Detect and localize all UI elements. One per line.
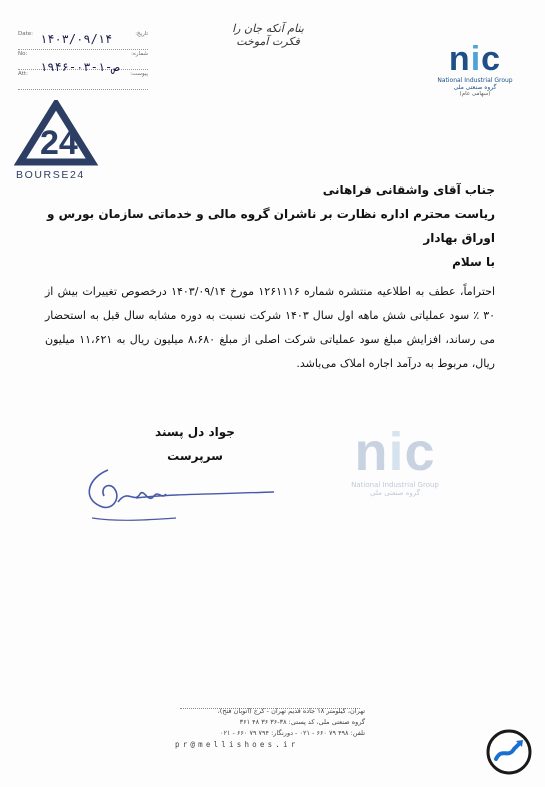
handwritten-signature-icon [78, 458, 278, 528]
letter-body [45, 178, 495, 376]
logo-wordmark: nic [448, 40, 502, 78]
signatory-role: سرپرست [167, 449, 223, 463]
svg-text:24: 24 [40, 124, 78, 162]
stamp-subtitle-en: National Industrial Group [351, 481, 439, 489]
letter-footer [175, 706, 365, 750]
logo-subtitle-en: National Industrial Group [437, 77, 513, 84]
letter-meta [18, 30, 148, 90]
greeting: با سلام [452, 255, 495, 269]
bourse24-label: BOURSE24 [16, 169, 85, 181]
footer-email: pr@mellishoes.ir [175, 740, 299, 749]
number-label-en: No: [18, 51, 28, 57]
company-logo [425, 42, 525, 97]
date-row [18, 30, 148, 50]
logo-company-type: (سهامی عام) [459, 91, 491, 97]
number-label-fa: شماره: [131, 51, 148, 57]
logo-subtitle-fa: گروه صنعتی ملی [453, 84, 497, 91]
attachment-label-fa: پیوست: [130, 71, 148, 77]
attachment-label-en: Att: [18, 71, 28, 77]
footer-address: تهران، کیلومتر ۱۸ جاده قدیم تهران - کرج (اتوبان فتح)، [217, 707, 365, 715]
number-value: ۱۹۴۶-ص-۱-۰۳ [40, 60, 120, 74]
addressee-title: ریاست محترم اداره نظارت بر ناشران گروه مالی و خدماتی سازمان بورس و اوراق بهادار [47, 207, 495, 245]
date-label-fa: تاریخ: [135, 31, 148, 37]
date-label-en: Date: [18, 31, 33, 37]
bismillah: بنام آنکه جان را فکرت آموخت [232, 22, 304, 48]
footer-phone: تلفن: ۴۹۸ ۷۹ ۶۶۰ - ۰۲۱ - دورنگار: ۷۹۴ ۷۹ ۶۶۰ - ۰۲۱ [219, 729, 365, 737]
corner-badge-icon [486, 729, 532, 775]
stamp-wordmark: nic [354, 422, 436, 482]
footer-postal: گروه صنعتی ملی، کد پستی: ۳۸-۳۶ ۳۶ ۴۸ ۳۶۱ [239, 718, 365, 726]
attachment-row [18, 60, 148, 90]
company-stamp [330, 422, 460, 497]
letter-paragraph: احتراماً، عطف به اطلاعیه منتشره شماره ۱۲۶۱۱۱۶ مورخ ۱۴۰۳/۰۹/۱۴ درخصوص تغییرات بیش از ۳۰ ٪ سود عملیاتی شش ماهه اول سال ۱۴۰۳ شرکت نسبت به دوره مشابه سال قبل به استحضار می رساند، افزایش مبلغ سود عملیاتی شرکت اصلی از مبلغ ۸،۶۸۰ میلیون ریال به ۱۱،۶۲۱ میلیون ریال، مربوط به درآمد اجاره املاک می‌باشد. [45, 285, 496, 370]
date-value: ۱۴۰۳/۰۹/۱۴ [40, 32, 113, 46]
addressee: جناب آقای واشقانی فراهانی [322, 183, 495, 197]
stamp-subtitle-fa: گروه صنعتی ملی [370, 489, 420, 497]
signatory-name: جواد دل پسند [155, 425, 235, 439]
